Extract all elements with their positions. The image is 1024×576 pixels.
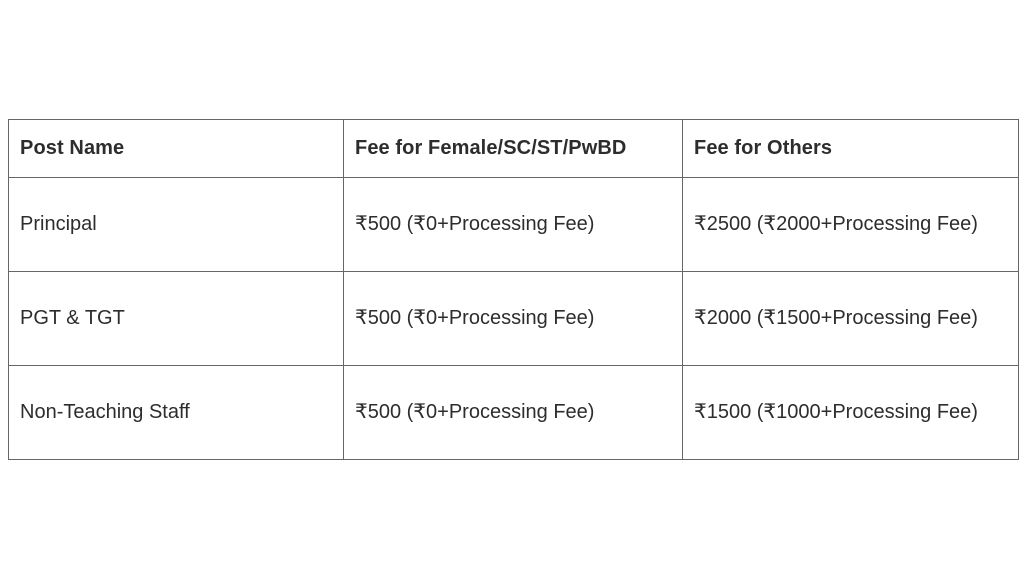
- fee-table: [8, 119, 1019, 460]
- table-row-principal: [9, 178, 1019, 272]
- header-post-name: Post Name: [9, 120, 344, 178]
- cell-fee-others: [683, 366, 1019, 460]
- cell-post-name: Non-Teaching Staff: [9, 366, 344, 460]
- cell-fee-female: ₹500 (₹0+Processing Fee): [344, 178, 683, 272]
- cell-fee-female: ₹500 (₹0+Processing Fee): [344, 272, 683, 366]
- cell-fee-others: [683, 272, 1019, 366]
- cell-post-name: PGT & TGT: [9, 272, 344, 366]
- header-fee-others: Fee for Others: [683, 120, 1019, 178]
- table-row-pgt-tgt: [9, 272, 1019, 366]
- header-fee-female-sc-st-pwbd: Fee for Female/SC/ST/PwBD: [344, 120, 683, 178]
- cell-fee-female: ₹500 (₹0+Processing Fee): [344, 366, 683, 460]
- cell-fee-others-text: ₹2000 (₹1500+Processing Fee): [694, 307, 978, 329]
- cell-fee-others: [683, 178, 1019, 272]
- cell-fee-others-text: ₹2500 (₹2000+Processing Fee): [694, 213, 978, 235]
- fee-table-header: [9, 120, 1019, 178]
- header-row: [9, 120, 1019, 178]
- cell-fee-others-text: ₹1500 (₹1000+Processing Fee): [694, 401, 978, 423]
- cell-post-name: Principal: [9, 178, 344, 272]
- table-row-non-teaching-staff: [9, 366, 1019, 460]
- fee-table-body: [9, 178, 1019, 460]
